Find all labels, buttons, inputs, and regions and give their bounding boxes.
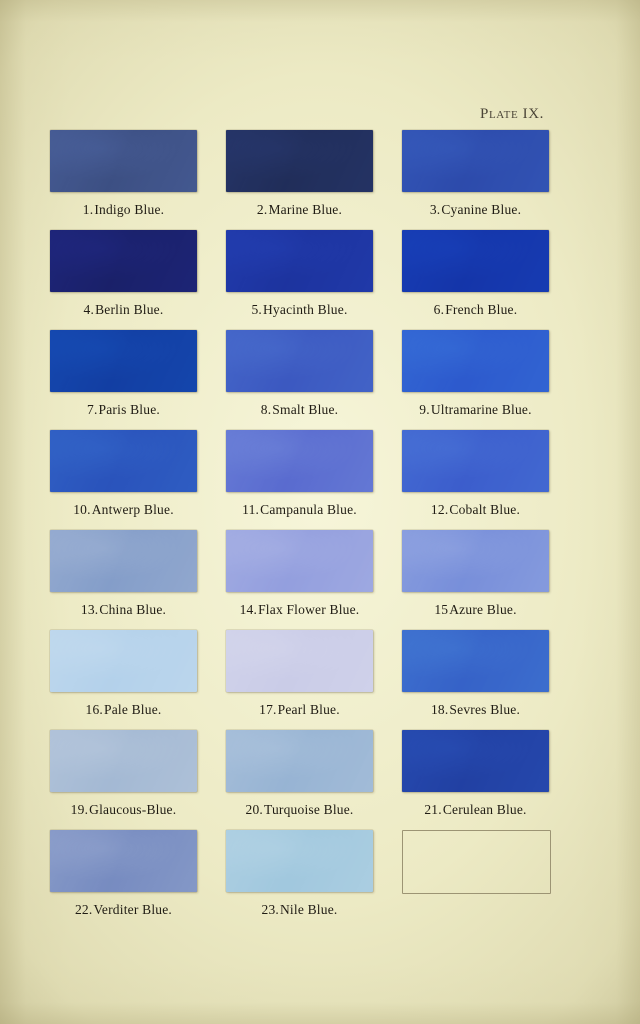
swatch-number: 4. — [83, 302, 95, 317]
swatch-caption — [402, 402, 549, 418]
swatch-cell — [402, 430, 549, 530]
swatch-name: French Blue. — [445, 302, 518, 317]
swatch-name: Pale Blue. — [103, 702, 162, 717]
swatch-caption — [226, 302, 373, 318]
color-swatch — [402, 530, 549, 592]
swatch-number: 17. — [259, 702, 277, 717]
empty-swatch — [402, 830, 551, 894]
swatch-cell — [402, 130, 549, 230]
swatch-cell — [50, 630, 197, 730]
swatch-name: Cerulean Blue. — [442, 802, 527, 817]
swatch-number: 1. — [82, 202, 94, 217]
swatch-caption — [402, 302, 549, 318]
swatch-number: 9. — [419, 402, 430, 417]
plate-number-label: Plate IX. — [480, 106, 544, 122]
swatch-name: Turquoise Blue. — [263, 802, 354, 817]
color-swatch — [402, 330, 549, 392]
swatch-cell — [50, 230, 197, 330]
swatch-caption — [226, 702, 373, 718]
swatch-caption — [226, 502, 373, 518]
color-swatch — [50, 830, 197, 892]
swatch-cell — [226, 330, 373, 430]
swatch-number: 23. — [261, 902, 279, 917]
swatch-number: 15 — [434, 602, 449, 617]
swatch-cell — [402, 530, 549, 630]
swatch-cell — [50, 830, 197, 930]
swatch-number: 20. — [245, 802, 263, 817]
swatch-number: 7. — [87, 402, 98, 417]
swatch-cell — [226, 130, 373, 230]
swatch-name: Sevres Blue. — [449, 702, 521, 717]
swatch-cell — [50, 330, 197, 430]
swatch-number: 18. — [430, 702, 449, 717]
swatch-caption — [50, 502, 197, 518]
color-swatch — [402, 430, 549, 492]
swatch-name: Cobalt Blue. — [449, 502, 521, 517]
swatch-caption — [402, 702, 549, 718]
swatch-number: 2. — [256, 202, 268, 217]
swatch-name: Cyanine Blue. — [441, 202, 522, 217]
swatch-name: Flax Flower Blue. — [258, 602, 360, 617]
swatch-number: 19. — [70, 802, 89, 817]
swatch-caption — [50, 202, 197, 218]
swatch-name: Nile Blue. — [279, 902, 338, 917]
swatch-name: Ultramarine Blue. — [430, 402, 532, 417]
swatch-name: Marine Blue. — [268, 202, 343, 217]
swatch-caption — [50, 302, 197, 318]
swatch-name: Smalt Blue. — [272, 402, 339, 417]
swatch-name: Verditer Blue. — [93, 902, 172, 917]
swatch-caption — [402, 802, 549, 818]
swatch-number: 14. — [239, 602, 258, 617]
color-swatch — [50, 130, 197, 192]
color-swatch — [402, 630, 549, 692]
swatch-number: 13. — [80, 602, 99, 617]
swatch-caption — [50, 602, 197, 618]
swatch-caption — [226, 602, 373, 618]
swatch-cell — [402, 630, 549, 730]
swatch-caption — [226, 902, 373, 918]
swatch-number: 22. — [74, 902, 93, 917]
swatch-name: Hyacinth Blue. — [262, 302, 348, 317]
swatch-name: Pearl Blue. — [277, 702, 340, 717]
swatch-number: 10. — [73, 502, 91, 517]
swatch-name: Campanula Blue. — [260, 502, 357, 517]
swatch-name: China Blue. — [99, 602, 167, 617]
color-swatch — [402, 130, 549, 192]
swatch-cell — [402, 830, 549, 930]
swatch-cell — [50, 130, 197, 230]
swatch-number: 6. — [433, 302, 445, 317]
color-swatch — [402, 730, 549, 792]
color-swatch — [226, 330, 373, 392]
swatch-caption — [50, 402, 197, 418]
color-swatch — [226, 230, 373, 292]
swatch-caption — [402, 502, 549, 518]
swatch-name: Paris Blue. — [98, 402, 160, 417]
swatch-caption — [50, 902, 197, 918]
swatch-caption — [402, 602, 549, 618]
color-swatch — [50, 430, 197, 492]
color-swatch — [50, 330, 197, 392]
swatch-caption — [50, 702, 197, 718]
color-swatch — [50, 230, 197, 292]
swatch-caption — [226, 202, 373, 218]
swatch-number: 12. — [430, 502, 449, 517]
color-swatch — [226, 130, 373, 192]
color-swatch — [226, 530, 373, 592]
swatch-name: Antwerp Blue. — [91, 502, 174, 517]
swatch-grid — [50, 130, 550, 930]
color-swatch — [50, 530, 197, 592]
swatch-number: 8. — [260, 402, 272, 417]
color-swatch — [226, 730, 373, 792]
swatch-caption — [226, 802, 373, 818]
swatch-number: 16. — [85, 702, 103, 717]
color-swatch — [226, 430, 373, 492]
swatch-number: 21. — [424, 802, 442, 817]
swatch-name: Berlin Blue. — [95, 302, 164, 317]
swatch-caption — [226, 402, 373, 418]
swatch-cell — [402, 730, 549, 830]
swatch-cell — [226, 230, 373, 330]
swatch-name: Indigo Blue. — [94, 202, 165, 217]
swatch-cell — [226, 430, 373, 530]
swatch-caption — [50, 802, 197, 818]
color-swatch — [226, 630, 373, 692]
swatch-cell — [50, 530, 197, 630]
swatch-name: Glaucous-Blue. — [89, 802, 177, 817]
swatch-number: 11. — [242, 502, 260, 517]
color-swatch — [402, 230, 549, 292]
color-swatch — [226, 830, 373, 892]
swatch-cell — [226, 830, 373, 930]
swatch-cell — [226, 630, 373, 730]
swatch-name: Azure Blue. — [449, 602, 517, 617]
color-swatch — [50, 730, 197, 792]
swatch-caption — [402, 202, 549, 218]
swatch-cell — [226, 730, 373, 830]
swatch-cell — [402, 330, 549, 430]
swatch-cell — [226, 530, 373, 630]
swatch-cell — [402, 230, 549, 330]
color-swatch — [50, 630, 197, 692]
swatch-number: 5. — [251, 302, 262, 317]
swatch-cell — [50, 430, 197, 530]
swatch-cell — [50, 730, 197, 830]
swatch-number: 3. — [429, 202, 441, 217]
